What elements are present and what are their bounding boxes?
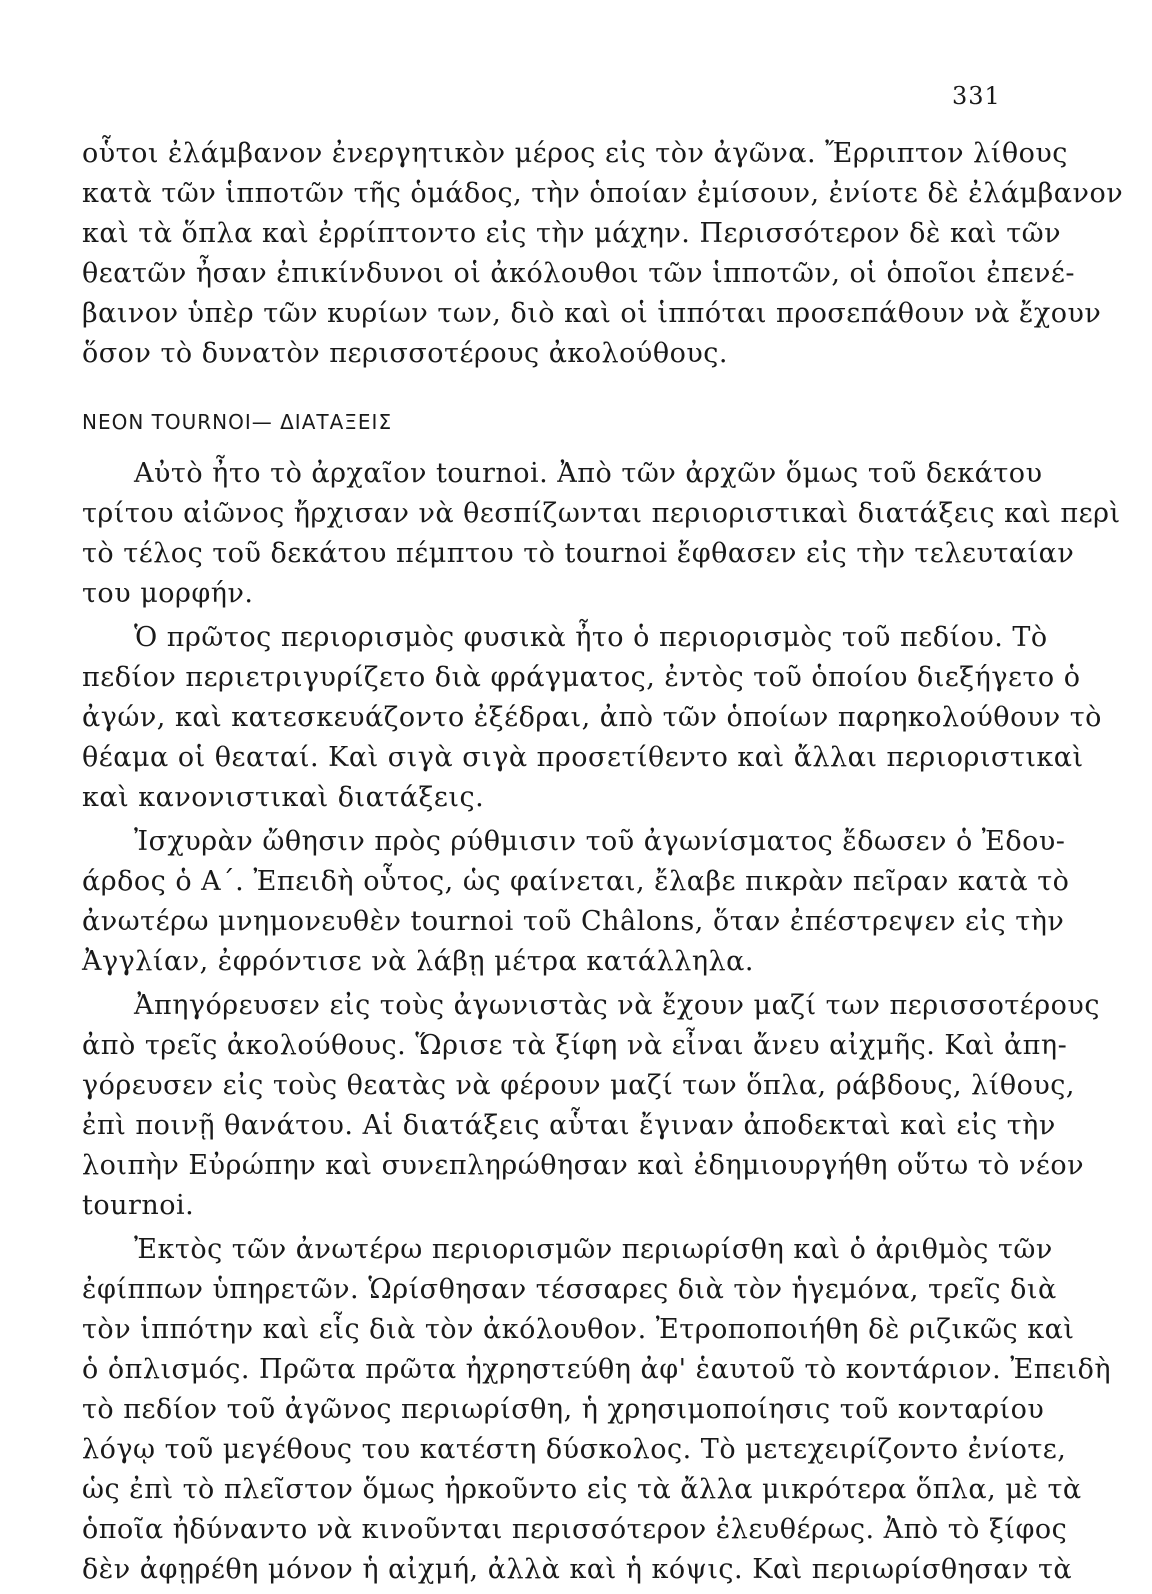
text-line: τρίτου αἰῶνος ἤρχισαν νὰ θεσπίζωνται περιοριστικαὶ διατάξεις καὶ περὶ	[82, 498, 1121, 529]
page-number: 331	[952, 82, 1001, 110]
paragraph-3	[82, 618, 1102, 818]
text-line: Ἀπηγόρευσεν εἰς τοὺς ἀγωνιστὰς νὰ ἔχουν μαζί των περισσοτέρους	[134, 990, 1100, 1021]
paragraph-4	[82, 822, 1070, 982]
text-line: του μορφήν.	[82, 578, 254, 609]
text-line: ὡς ἐπὶ τὸ πλεῖστον ὅμως ἠρκοῦντο εἰς τὰ ἄλλα μικρότερα ὅπλα, μὲ τὰ	[82, 1474, 1082, 1505]
text-line: ὁ ὁπλισμός. Πρῶτα πρῶτα ἠχρηστεύθη ἀφ' ἑαυτοῦ τὸ κοντάριον. Ἐπειδὴ	[82, 1354, 1112, 1385]
text-line: οὗτοι ἐλάμβανον ἐνεργητικὸν μέρος εἰς τὸν ἀγῶνα. Ἔρριπτον λίθους	[82, 138, 1068, 169]
text-line: ὁποῖα ἠδύναντο νὰ κινοῦνται περισσότερον ἐλευθέρως. Ἀπὸ τὸ ξίφος	[82, 1514, 1068, 1545]
text-line: θέαμα οἱ θεαταί. Καὶ σιγὰ σιγὰ προσετίθεντο καὶ ἄλλαι περιοριστικαὶ	[82, 742, 1084, 773]
paragraph-2	[82, 454, 1121, 614]
text-line: Ἐκτὸς τῶν ἀνωτέρω περιορισμῶν περιωρίσθη καὶ ὁ ἀριθμὸς τῶν	[134, 1234, 1053, 1265]
text-line: Ὁ πρῶτος περιορισμὸς φυσικὰ ἦτο ὁ περιορισμὸς τοῦ πεδίου. Τὸ	[134, 622, 1048, 653]
text-line: καὶ τὰ ὅπλα καὶ ἐρρίπτοντο εἰς τὴν μάχην. Περισσότερον δὲ καὶ τῶν	[82, 218, 1062, 249]
text-line: τὸν ἱππότην καὶ εἷς διὰ τὸν ἀκόλουθον. Ἐτροποποιήθη δὲ ριζικῶς καὶ	[82, 1314, 1075, 1345]
text-line: Ἀγγλίαν, ἐφρόντισε νὰ λάβῃ μέτρα κατάλληλα.	[82, 946, 754, 977]
section-heading: ΝΕΟΝ TOURNOI— ΔΙΑΤΑΞΕΙΣ	[82, 410, 393, 434]
text-line: ἐπὶ ποινῇ θανάτου. Αἱ διατάξεις αὗται ἔγιναν ἀποδεκταὶ καὶ εἰς τὴν	[82, 1110, 1056, 1141]
text-line: ἀγών, καὶ κατεσκευάζοντο ἐξέδραι, ἀπὸ τῶν ὁποίων παρηκολούθουν τὸ	[82, 702, 1102, 733]
text-line: θεατῶν ἦσαν ἐπικίνδυνοι οἱ ἀκόλουθοι τῶν ἱπποτῶν, οἱ ὁποῖοι ἐπενέ-	[82, 258, 1075, 289]
text-line: λοιπὴν Εὐρώπην καὶ συνεπληρώθησαν καὶ ἐδημιουργήθη οὕτω τὸ νέον	[82, 1150, 1085, 1181]
text-line: βαινον ὑπὲρ τῶν κυρίων των, διὸ καὶ οἱ ἱππόται προσεπάθουν νὰ ἔχουν	[82, 298, 1102, 329]
text-line: Αὐτὸ ἦτο τὸ ἀρχαῖον tournoi. Ἀπὸ τῶν ἀρχῶν ὅμως τοῦ δεκάτου	[134, 458, 1043, 489]
text-line: τὸ πεδίον τοῦ ἀγῶνος περιωρίσθη, ἡ χρησιμοποίησις τοῦ κονταρίου	[82, 1394, 1045, 1425]
paragraph-6	[82, 1230, 1112, 1590]
text-line: καὶ κανονιστικαὶ διατάξεις.	[82, 782, 485, 813]
text-line: tournoi.	[82, 1190, 195, 1221]
text-line: άρδος ὁ Α΄. Ἐπειδὴ οὗτος, ὡς φαίνεται, ἔλαβε πικρὰν πεῖραν κατὰ τὸ	[82, 866, 1070, 897]
text-line: λόγῳ τοῦ μεγέθους του κατέστη δύσκολος. Τὸ μετεχειρίζοντο ἐνίοτε,	[82, 1434, 1067, 1465]
body-text	[82, 134, 1124, 1594]
text-line: τὸ τέλος τοῦ δεκάτου πέμπτου τὸ tournoi ἔφθασεν εἰς τὴν τελευταίαν	[82, 538, 1075, 569]
paragraph-5	[82, 986, 1100, 1226]
text-line: ἀπὸ τρεῖς ἀκολούθους. Ὥρισε τὰ ξίφη νὰ εἶναι ἄνευ αἰχμῆς. Καὶ ἀπη-	[82, 1030, 1068, 1061]
text-line: κατὰ τῶν ἱπποτῶν τῆς ὁμάδος, τὴν ὁποίαν ἐμίσουν, ἐνίοτε δὲ ἐλάμβανον	[82, 178, 1124, 209]
text-line: ἀνωτέρω μνημονευθὲν tournoi τοῦ Châlons, ὅταν ἐπέστρεψεν εἰς τὴν	[82, 906, 1065, 937]
text-line: δὲν ἀφῃρέθη μόνον ἡ αἰχμή, ἀλλὰ καὶ ἡ κόψις. Καὶ περιωρίσθησαν τὰ	[82, 1554, 1073, 1585]
text-line: ἐφίππων ὑπηρετῶν. Ὡρίσθησαν τέσσαρες διὰ τὸν ἡγεμόνα, τρεῖς διὰ	[82, 1274, 1057, 1305]
text-line: Ἰσχυρὰν ὤθησιν πρὸς ρύθμισιν τοῦ ἀγωνίσματος ἔδωσεν ὁ Ἐδου-	[134, 826, 1066, 857]
text-line: γόρευσεν εἰς τοὺς θεατὰς νὰ φέρουν μαζί των ὅπλα, ράβδους, λίθους,	[82, 1070, 1075, 1101]
text-line: ὅσον τὸ δυνατὸν περισσοτέρους ἀκολούθους.	[82, 338, 728, 369]
text-line: πεδίον περιετριγυρίζετο διὰ φράγματος, ἐντὸς τοῦ ὁποίου διεξήγετο ὁ	[82, 662, 1081, 693]
paragraph-1	[82, 134, 1124, 374]
